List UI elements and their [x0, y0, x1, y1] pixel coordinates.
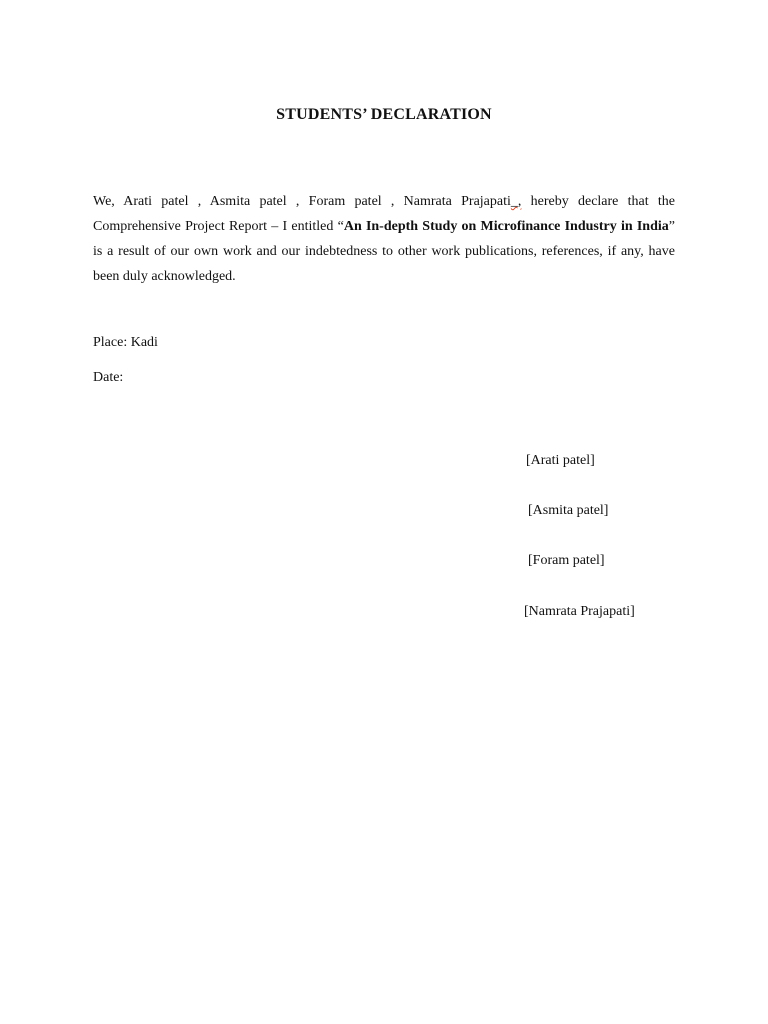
declaration-paragraph: [93, 189, 675, 289]
project-title: An In-depth Study on Microfinance Industry in India: [343, 219, 669, 234]
document-title: STUDENTS’ DECLARATION: [276, 106, 492, 123]
signature-arati: [Arati patel]: [526, 453, 595, 468]
paragraph-text-part3: ” is a result of our own work and our indebtedness to other work publications, references, if any, have been duly acknowledged.: [93, 219, 675, 284]
signature-foram: [Foram patel]: [528, 553, 605, 568]
paragraph-text-part2: hereby declare that the Comprehensive Project Report – I entitled “: [93, 194, 676, 234]
spellcheck-marked-text: _,: [510, 194, 522, 209]
signature-namrata: [Namrata Prajapati]: [524, 604, 635, 619]
paragraph-text-part1: We, Arati patel , Asmita patel , Foram patel , Namrata Prajapati: [93, 194, 511, 209]
signature-asmita: [Asmita patel]: [528, 503, 609, 518]
place-line: Place: Kadi: [93, 335, 158, 350]
date-line: Date:: [93, 370, 124, 385]
